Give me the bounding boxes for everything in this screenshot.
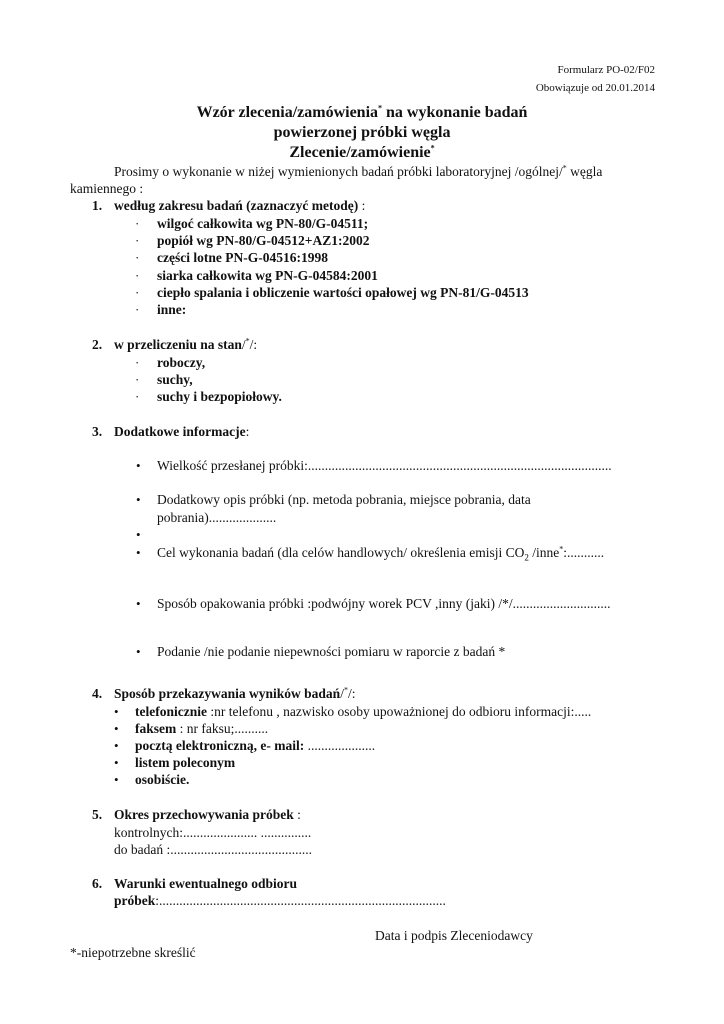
bullet-icon: • xyxy=(136,492,141,507)
title-line-2: powierzonej próbki węgla xyxy=(273,124,451,141)
section-4-heading-text: Sposób przekazywania wyników badań xyxy=(114,686,341,701)
section-2-star: * xyxy=(245,336,250,346)
bullet-icon: · xyxy=(135,372,140,387)
bullet-icon: · xyxy=(135,355,140,370)
bullet-icon: · xyxy=(135,285,140,300)
purpose-dots: :........... xyxy=(563,545,605,560)
bullet-icon: • xyxy=(136,458,141,473)
section-5-number: 5. xyxy=(92,807,103,822)
section-4-heading xyxy=(114,686,355,702)
sample-description-line-2[interactable]: pobrania).................... xyxy=(157,510,277,525)
bullet-icon: • xyxy=(136,644,141,659)
section-5-heading-suffix: : xyxy=(293,807,301,822)
bullet-icon: • xyxy=(136,596,141,611)
storage-control-field[interactable]: kontrolnych:...................... ............... xyxy=(114,825,312,840)
title-line-1 xyxy=(0,104,724,122)
delivery-email-label: pocztą elektroniczną, e- mail: xyxy=(135,738,305,753)
section-4-slash: / xyxy=(340,686,344,701)
title-line-3-main: Zlecenie/zamówienie xyxy=(289,144,431,161)
method-item-volatile[interactable]: części lotne PN-G-04516:1998 xyxy=(157,250,328,265)
method-item-ash[interactable]: popiół wg PN-80/G-04512+AZ1:2002 xyxy=(157,233,370,248)
section-1-heading xyxy=(114,198,365,214)
state-item-working[interactable]: roboczy, xyxy=(157,355,206,370)
intro-line-2: kamiennego : xyxy=(70,181,144,196)
title-star: * xyxy=(378,103,383,113)
section-3-heading-text: Dodatkowe informacje xyxy=(114,424,246,439)
title-line-3 xyxy=(0,144,724,162)
intro-line-1 xyxy=(114,164,602,180)
section-2-heading-text: w przeliczeniu na stan xyxy=(114,337,242,352)
packing-field[interactable]: Sposób opakowania próbki :podwójny worek PCV ,inny (jaki) /*/............................. xyxy=(157,596,611,611)
section-2-number: 2. xyxy=(92,337,103,352)
delivery-email-detail: .................... xyxy=(304,738,376,753)
title-line-1-suffix: na wykonanie badań xyxy=(382,104,528,121)
bullet-icon: • xyxy=(114,772,119,787)
pickup-conditions-field[interactable] xyxy=(114,893,446,909)
section-5-heading-text: Okres przechowywania próbek xyxy=(114,807,294,822)
intro-line-1-text: Prosimy o wykonanie w niżej wymienionych badań próbki laboratoryjnej /ogólnej/ xyxy=(114,164,563,179)
title-line-3-star: * xyxy=(430,143,435,153)
delivery-email[interactable] xyxy=(135,738,375,754)
delivery-fax-detail: : nr faksu;.......... xyxy=(176,721,269,736)
section-4-number: 4. xyxy=(92,686,103,701)
delivery-phone[interactable] xyxy=(135,704,591,720)
bullet-icon: · xyxy=(135,233,140,248)
delivery-phone-label: telefonicznie xyxy=(135,704,207,719)
valid-from-date: Obowiązuje od 20.01.2014 xyxy=(535,82,655,94)
delivery-fax-label: faksem xyxy=(135,721,177,736)
method-item-sulfur[interactable]: siarka całkowita wg PN-G-04584:2001 xyxy=(157,268,378,283)
intro-star: * xyxy=(562,163,567,173)
intro-line-1-suffix: węgla xyxy=(566,164,603,179)
purpose-other: /inne xyxy=(528,545,560,560)
section-1-number: 1. xyxy=(92,198,103,213)
section-6-number: 6. xyxy=(92,876,103,891)
section-1-heading-suffix: : xyxy=(358,198,366,213)
method-item-other[interactable]: inne: xyxy=(157,302,187,317)
section-4-star: * xyxy=(343,685,348,695)
bullet-icon: • xyxy=(114,721,119,736)
section-2-heading xyxy=(114,337,257,353)
section-1-heading-text: według zakresu badań (zaznaczyć metodę) xyxy=(114,198,359,213)
purpose-text: Cel wykonania badań (dla celów handlowych/ określenia emisji CO xyxy=(157,545,525,560)
bullet-icon: • xyxy=(136,527,141,542)
uncertainty-field[interactable]: Podanie /nie podanie niepewności pomiaru w raporcie z badań * xyxy=(157,644,506,659)
section-4-heading-suffix: /: xyxy=(347,686,356,701)
pickup-conditions-dots: :..................................................................................... xyxy=(155,893,446,908)
bullet-icon: · xyxy=(135,268,140,283)
purpose-field[interactable] xyxy=(157,545,604,561)
state-item-dry-ash-free[interactable]: suchy i bezpopiołowy. xyxy=(157,389,282,404)
bullet-icon: • xyxy=(114,704,119,719)
section-2-slash: / xyxy=(241,337,246,352)
bullet-icon: • xyxy=(114,755,119,770)
state-item-dry[interactable]: suchy, xyxy=(157,372,193,387)
delivery-phone-detail: :nr telefonu , nazwisko osoby upoważnionej do odbioru informacji:..... xyxy=(206,704,592,719)
method-item-moisture[interactable]: wilgoć całkowita wg PN-80/G-04511; xyxy=(157,216,369,231)
bullet-icon: · xyxy=(135,302,140,317)
form-number: Formularz PO-02/F02 xyxy=(557,64,655,76)
sample-size-field[interactable]: Wielkość przesłanej próbki:.......................................................................................... xyxy=(157,458,612,473)
section-3-heading-suffix: : xyxy=(245,424,250,439)
delivery-fax[interactable] xyxy=(135,721,268,737)
section-6-heading: Warunki ewentualnego odbioru xyxy=(114,876,298,891)
section-6-heading-cont: próbek xyxy=(114,893,156,908)
bullet-icon: • xyxy=(114,738,119,753)
bullet-icon: • xyxy=(136,545,141,560)
section-3-heading xyxy=(114,424,249,440)
delivery-in-person[interactable]: osobiście. xyxy=(135,772,190,787)
sample-description-field[interactable]: Dodatkowy opis próbki (np. metoda pobrania, miejsce pobrania, data xyxy=(157,492,531,507)
purpose-star: * xyxy=(559,544,564,554)
co2-subscript: 2 xyxy=(524,552,529,563)
title-line-1-main: Wzór zlecenia/zamówienia xyxy=(196,104,379,121)
delivery-registered-letter[interactable]: listem poleconym xyxy=(135,755,236,770)
section-3-number: 3. xyxy=(92,424,103,439)
section-2-heading-suffix: /: xyxy=(249,337,258,352)
bullet-icon: · xyxy=(135,250,140,265)
method-item-calorific[interactable]: ciepło spalania i obliczenie wartości opałowej wg PN-81/G-04513 xyxy=(157,285,529,300)
storage-tests-field[interactable]: do badań :.......................................... xyxy=(114,842,312,857)
bullet-icon: · xyxy=(135,389,140,404)
bullet-icon: · xyxy=(135,216,140,231)
footnote: *-niepotrzebne skreślić xyxy=(70,945,196,960)
section-5-heading xyxy=(114,807,301,823)
signature-label: Data i podpis Zleceniodawcy xyxy=(375,928,533,943)
